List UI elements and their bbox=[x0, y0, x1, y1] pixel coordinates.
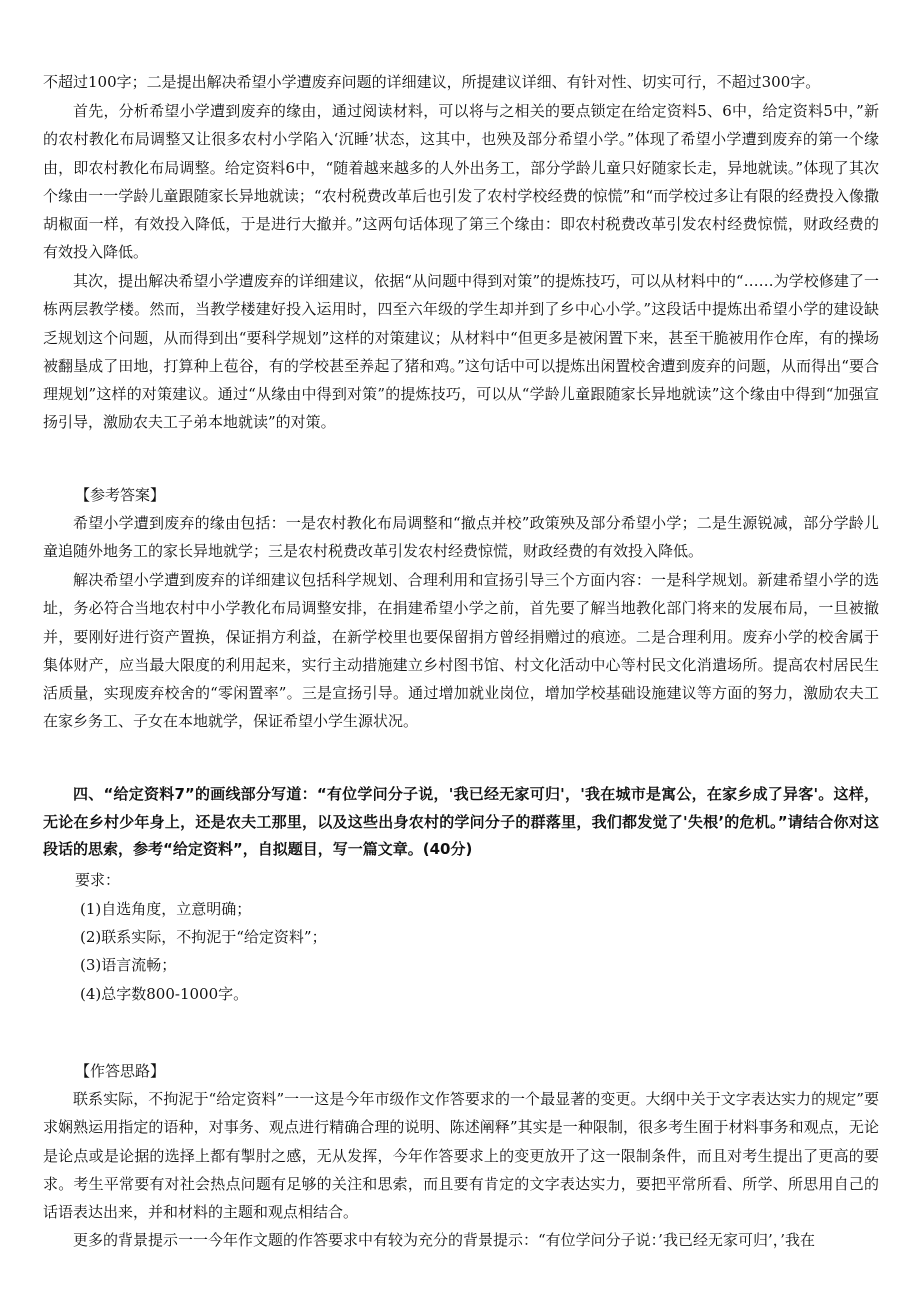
answer-heading: 【参考答案】 bbox=[75, 486, 166, 504]
analysis-paragraph-0: 不超过100字；二是提出解决希望小学遭废弃问题的详细建议，所提建议详细、有针对性、切实可行，不超过300字。 bbox=[43, 73, 821, 91]
approach-heading: 【作答思路】 bbox=[75, 1062, 166, 1080]
answer-paragraph-1: 希望小学遭到废弃的缘由包括：一是农村教化布局调整和“撤点并校”政策殃及部分希望小学；二是生源锐减，部分学龄儿童追随外地务工的家长异地就学；三是农村税费改革引发农村经费惊慌，财政经费的有效投入降低。 bbox=[43, 514, 879, 561]
answer-paragraph-2: 解决希望小学遭到废弃的详细建议包括科学规划、合理利用和宣扬引导三个方面内容：一是科学规划。新建希望小学的选址，务必符合当地农村中小学教化布局调整安排，在捐建希望小学之前，首先要了解当地教化部门将来的发展布局，一旦被撤并，要刚好进行资产置换，保证捐方利益，在新学校里也要保留捐方曾经捐赠过的痕迹。二是合理利用。废弃小学的校舍属于集体财产，应当最大限度的利用起来，实行主动措施建立乡村图书馆、村文化活动中心等村民文化消遣场所。提高农村居民生活质量，实现废弃校舍的“零闲置率”。三是宣扬引导。通过增加就业岗位，增加学校基础设施建议等方面的努力，激励农夫工在家乡务工、子女在本地就学，保证希望小学生源状况。 bbox=[43, 571, 879, 731]
requirement-item: (1)自选角度，立意明确； bbox=[80, 900, 252, 918]
requirements-label: 要求： bbox=[75, 871, 121, 889]
analysis-paragraph-2: 其次，提出解决希望小学遭废弃的详细建议，依据“从问题中得到对策”的提炼技巧，可以从材料中的“……为学校修建了一栋两层教学楼。然而，当教学楼建好投入运用时，四至六年级的学生却并到了乡中心小学。”这段话中提炼出希望小学的建设缺乏规划这个问题，从而得到出“要科学规划”这样的对策建议；从材料中“但更多是被闲置下来，甚至干脆被用作仓库，有的操场被翻垦成了田地，打算种上苞谷，有的学校甚至养起了猪和鸡。”这句话中可以提炼出闲置校舍遭到废弃的问题，从而得出“要合理规划”这样的对策建议。通过“从缘由中得到对策”的提炼技巧，可以从“学龄儿童跟随家长异地就读”这个缘由中得到“加强宣扬引导，激励农夫工子弟本地就读”的对策。 bbox=[43, 272, 879, 432]
approach-paragraph-2: 更多的背景提示一一今年作文题的作答要求中有较为充分的背景提示：“有位学问分子说：’我已经无家可归’，’我在 bbox=[73, 1231, 815, 1249]
analysis-paragraph-1: 首先，分析希望小学遭到废弃的缘由，通过阅读材料，可以将与之相关的要点锁定在给定资料5、6中，给定资料5中，”新的农村教化布局调整又让很多农村小学陷入‘沉睡’状态，这其中，也殃及部分希望小学。”体现了希望小学遭到废弃的第一个缘由，即农村教化布局调整。给定资料6中，“随着越来越多的人外出务工，部分学龄儿童只好随家长走，异地就读。”体现了其次个缘由一一学龄儿童跟随家长异地就读；“农村税费改革后也引发了农村学校经费的惊慌”和“而学校过多让有限的经费投入像撒胡椒面一样，有效投入降低，于是进行大撤并。”这两句话体现了第三个缘由：即农村税费改革引发农村经费惊慌，财政经费的有效投入降低。 bbox=[43, 102, 879, 262]
requirement-item: (2)联系实际，不拘泥于“给定资料”； bbox=[80, 928, 327, 946]
approach-paragraph-1: 联系实际，不拘泥于“给定资料”一一这是今年市级作文作答要求的一个最显著的变更。大纲中关于文字表达实力的规定”要求娴熟运用指定的语种，对事务、观点进行精确合理的说明、陈述阐释”其实是一种限制，很多考生囿于材料事务和观点，无论是论点或是论据的选择上都有掣肘之感，无从发挥，今年作答要求上的变更放开了这一限制条件，而且对考生提出了更高的要求。考生平常要有对社会热点问题有足够的关注和思索，而且要有肯定的文字表达实力，要把平常所看、所学、所思用自己的话语表达出来，并和材料的主题和观点相结合。 bbox=[43, 1090, 879, 1222]
requirement-item: (3)语言流畅； bbox=[80, 956, 177, 974]
requirement-item: (4)总字数800-1000字。 bbox=[80, 985, 249, 1003]
question-4-prompt: 四、“给定资料7”的画线部分写道：“有位学问分子说，'我已经无家可归'，'我在城市是寓公，在家乡成了异客'。这样，无论在乡村少年身上，还是农夫工那里，以及这些出身农村的学问分子的群落里，我们都发觉了'失根’的危机。”请结合你对这段话的思索，参考“给定资料”，自拟题目，写一篇文章。(40分) bbox=[43, 785, 879, 858]
